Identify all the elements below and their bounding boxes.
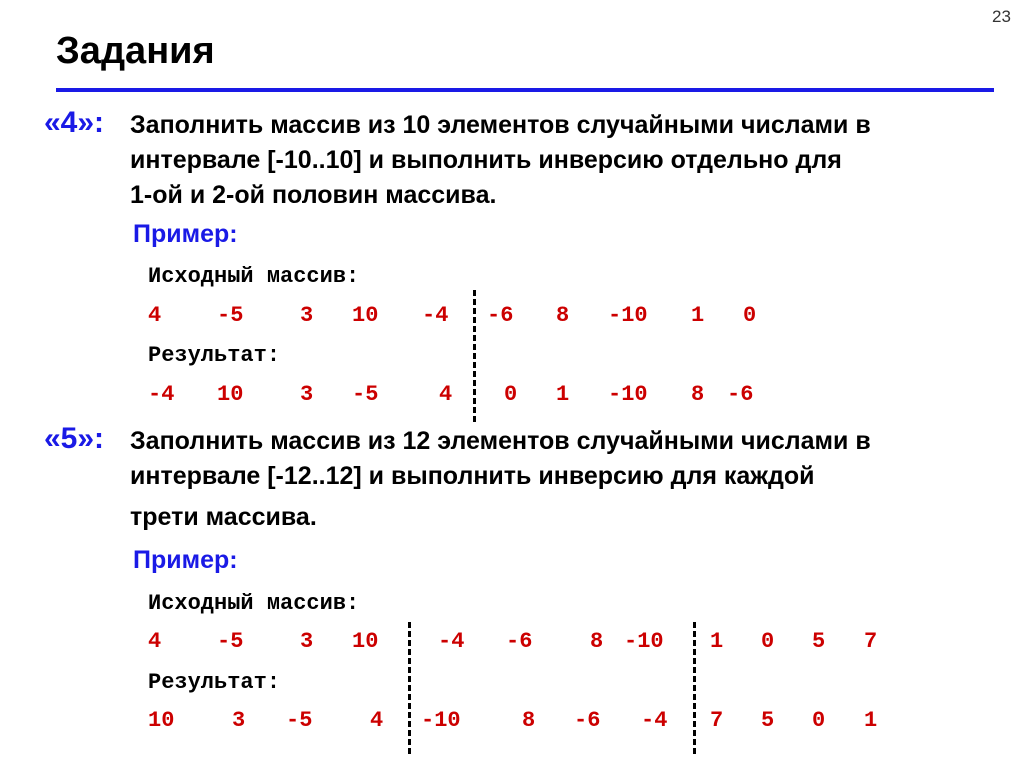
t5-src-5: -6 xyxy=(506,629,533,654)
t5-src-1: -5 xyxy=(217,629,244,654)
task-4-label: «4»: xyxy=(44,106,105,139)
task-4-source-label: Исходный массив: xyxy=(148,264,360,289)
t4-src-1: -5 xyxy=(217,303,244,328)
t4-res-4: 4 xyxy=(439,382,453,407)
page-title: Задания xyxy=(56,30,215,72)
task-5-label: «5»: xyxy=(44,422,105,455)
t5-src-4: -4 xyxy=(438,629,465,654)
t4-res-3: -5 xyxy=(352,382,379,407)
title-underline xyxy=(56,88,994,92)
t5-src-8: 1 xyxy=(710,629,724,654)
t5-res-9: 5 xyxy=(761,708,775,733)
t5-src-3: 10 xyxy=(352,629,379,654)
t5-res-5: 8 xyxy=(522,708,536,733)
t4-src-0: 4 xyxy=(148,303,162,328)
t4-src-9: 0 xyxy=(743,303,757,328)
t5-src-0: 4 xyxy=(148,629,162,654)
task-4-text xyxy=(130,108,980,213)
task-4-example-label: Пример: xyxy=(133,220,238,248)
t5-res-1: 3 xyxy=(232,708,246,733)
task-5-third-divider-2 xyxy=(693,622,696,754)
task-5-line-2: интервале [-12..12] и выполнить инверсию для каждой xyxy=(130,462,815,490)
t5-res-6: -6 xyxy=(574,708,601,733)
t5-src-9: 0 xyxy=(761,629,775,654)
task-5-third-divider-1 xyxy=(408,622,411,754)
task-4-result-label: Результат: xyxy=(148,343,281,368)
t5-src-10: 5 xyxy=(812,629,826,654)
t4-src-2: 3 xyxy=(300,303,314,328)
t4-res-5: 0 xyxy=(504,382,518,407)
t5-res-10: 0 xyxy=(812,708,826,733)
task-5-line-3: трети массива. xyxy=(130,503,317,531)
t5-res-3: 4 xyxy=(370,708,384,733)
t5-res-7: -4 xyxy=(641,708,668,733)
t5-src-11: 7 xyxy=(864,629,878,654)
t5-res-8: 7 xyxy=(710,708,724,733)
t5-src-6: 8 xyxy=(590,629,604,654)
t4-res-2: 3 xyxy=(300,382,314,407)
t5-res-2: -5 xyxy=(286,708,313,733)
t4-res-8: 8 xyxy=(691,382,705,407)
t4-res-9: -6 xyxy=(727,382,754,407)
t5-res-11: 1 xyxy=(864,708,878,733)
t4-src-8: 1 xyxy=(691,303,705,328)
task-5-example-label: Пример: xyxy=(133,546,238,574)
t4-res-6: 1 xyxy=(556,382,570,407)
t4-res-7: -10 xyxy=(608,382,648,407)
t5-src-7: -10 xyxy=(624,629,664,654)
task-5-text xyxy=(130,424,980,535)
t5-res-0: 10 xyxy=(148,708,175,733)
t5-res-4: -10 xyxy=(421,708,461,733)
page-number: 23 xyxy=(992,7,1011,26)
task-5-source-label: Исходный массив: xyxy=(148,591,360,616)
task-5-result-label: Результат: xyxy=(148,670,281,695)
task-4-half-divider xyxy=(473,290,476,422)
task-4-line-1: Заполнить массив из 10 элементов случайными числами в xyxy=(130,111,871,139)
task-4-line-3: 1-ой и 2-ой половин массива. xyxy=(130,181,497,209)
t4-src-3: 10 xyxy=(352,303,379,328)
task-5-line-1: Заполнить массив из 12 элементов случайными числами в xyxy=(130,427,871,455)
t4-src-7: -10 xyxy=(608,303,648,328)
t4-res-0: -4 xyxy=(148,382,175,407)
t4-src-6: 8 xyxy=(556,303,570,328)
t5-src-2: 3 xyxy=(300,629,314,654)
t4-src-4: -4 xyxy=(422,303,449,328)
t4-src-5: -6 xyxy=(487,303,514,328)
t4-res-1: 10 xyxy=(217,382,244,407)
task-4-line-2: интервале [-10..10] и выполнить инверсию отдельно для xyxy=(130,146,842,174)
